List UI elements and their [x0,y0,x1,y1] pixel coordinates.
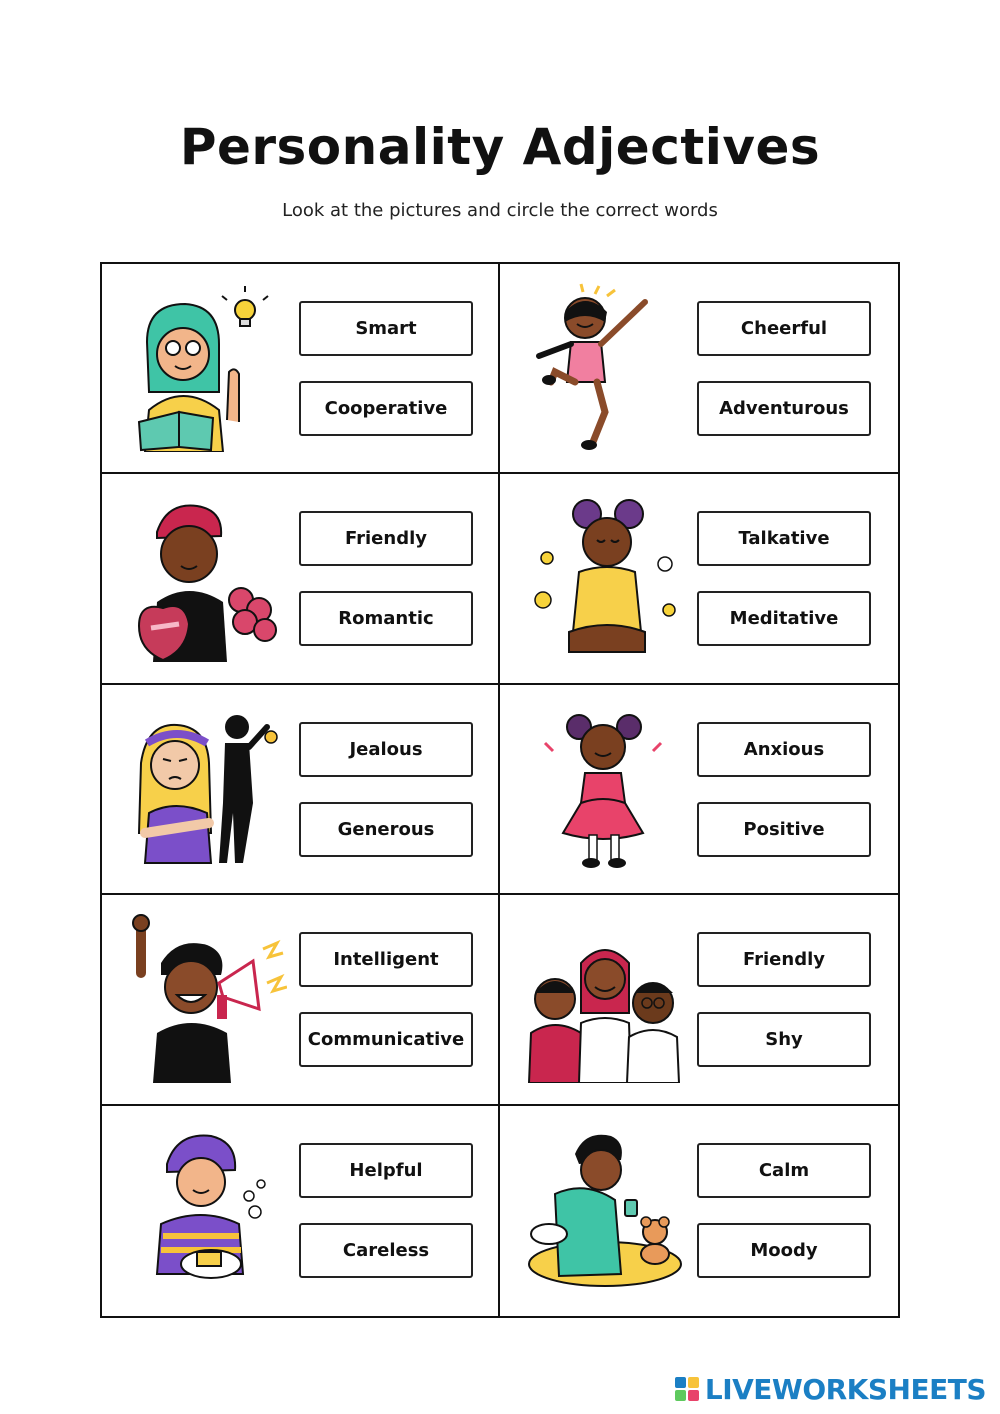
option-friendly[interactable]: Friendly [299,511,473,566]
jealous-girl-illustration [127,703,287,873]
option-cheerful[interactable]: Cheerful [697,301,871,356]
option-helpful[interactable]: Helpful [299,1143,473,1198]
option-anxious[interactable]: Anxious [697,722,871,777]
megaphone-icon [217,961,259,1019]
option-friendly-2[interactable]: Friendly [697,932,871,987]
worksheet-title: Personality Adjectives [179,118,821,176]
girl-with-book-illustration [127,282,287,452]
girl-pink-dress-illustration [525,703,685,873]
teddy-bear-icon [641,1217,669,1264]
option-shy[interactable]: Shy [697,1012,871,1067]
option-careless[interactable]: Careless [299,1223,473,1278]
option-smart[interactable]: Smart [299,301,473,356]
girl-jumping-illustration [525,282,685,452]
boy-with-gifts-illustration [127,492,287,662]
option-communicative[interactable]: Communicative [299,1012,473,1067]
exercise-item [102,264,500,474]
option-meditative[interactable]: Meditative [697,591,871,646]
option-jealous[interactable]: Jealous [299,722,473,777]
liveworksheets-logo-icon [675,1377,699,1401]
exercise-item [102,895,500,1105]
roses-icon [229,588,276,641]
option-intelligent[interactable]: Intelligent [299,932,473,987]
exercise-item [102,1106,500,1316]
exercise-item [500,264,898,474]
option-talkative[interactable]: Talkative [697,511,871,566]
worksheet-instructions: Look at the pictures and circle the correct words [282,200,718,221]
option-adventurous[interactable]: Adventurous [697,381,871,436]
option-moody[interactable]: Moody [697,1223,871,1278]
option-generous[interactable]: Generous [299,802,473,857]
exercise-item [500,685,898,895]
three-friends-illustration [525,913,685,1083]
boy-relaxing-illustration [525,1124,685,1294]
option-romantic[interactable]: Romantic [299,591,473,646]
exercise-item [500,1106,898,1316]
option-cooperative[interactable]: Cooperative [299,381,473,436]
exercise-item [500,895,898,1105]
logo-text: LIVEWORKSHEETS [704,1372,986,1406]
option-positive[interactable]: Positive [697,802,871,857]
exercise-item [102,685,500,895]
exercise-grid [100,262,900,1318]
silhouette-with-medal-icon [219,715,277,863]
girl-meditating-illustration [525,492,685,662]
boy-washing-dishes-illustration [127,1124,287,1294]
lightbulb-icon [222,286,268,326]
boy-megaphone-illustration [127,913,287,1083]
liveworksheets-logo [675,1372,986,1406]
option-calm[interactable]: Calm [697,1143,871,1198]
exercise-item [500,474,898,684]
exercise-item [102,474,500,684]
